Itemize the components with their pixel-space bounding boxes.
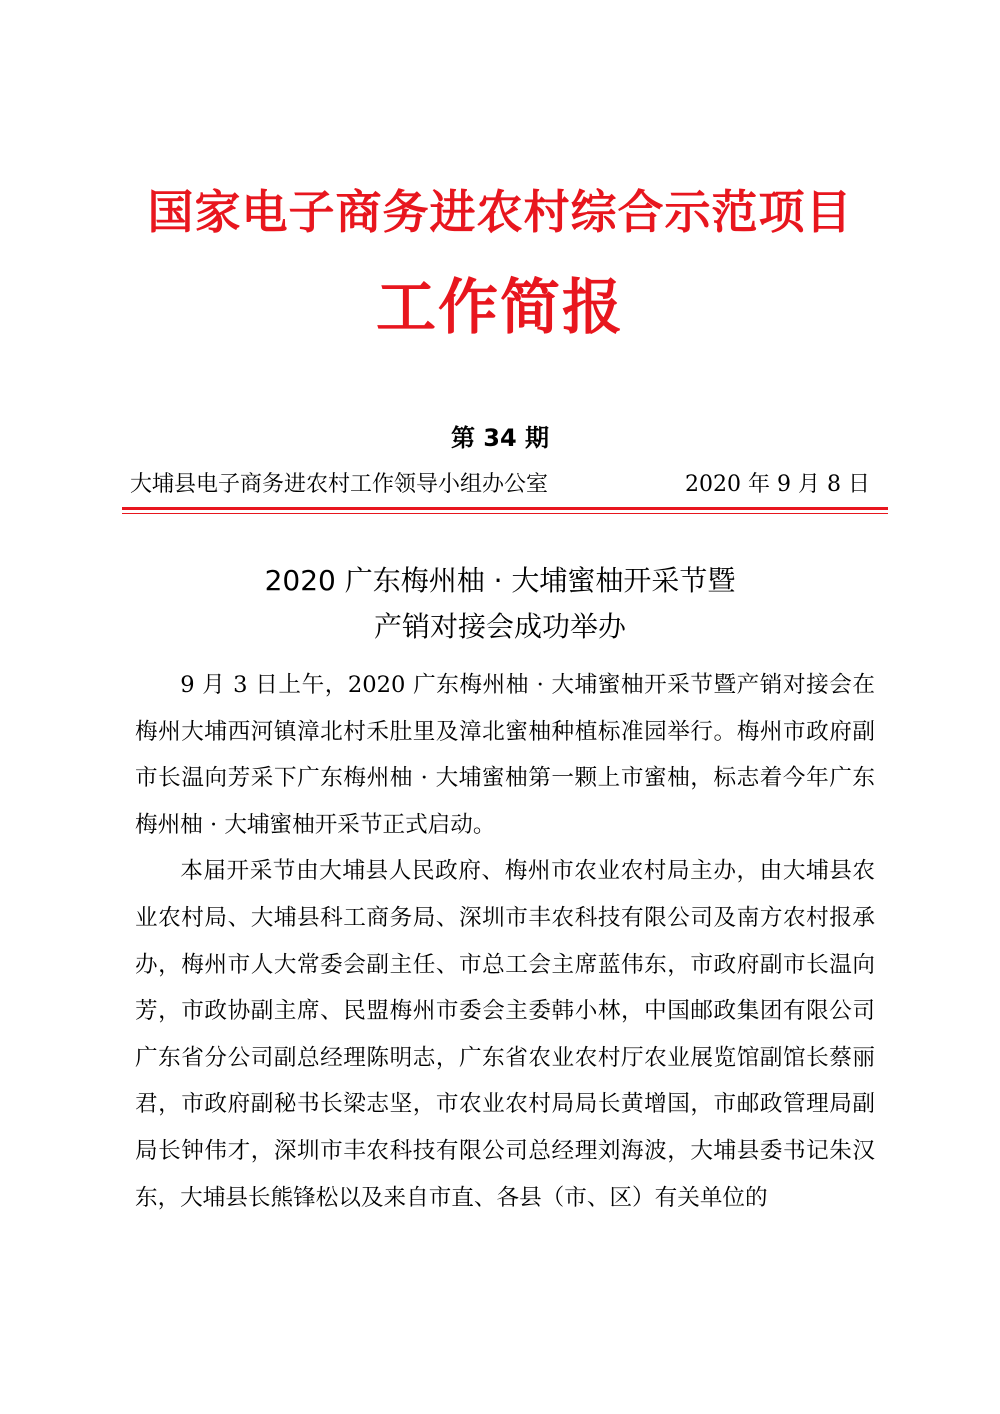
masthead-title: 国家电子商务进农村综合示范项目 — [147, 185, 853, 239]
article-title-line2: 产销对接会成功举办 — [373, 610, 626, 643]
issuer-line — [130, 468, 870, 502]
masthead-divider-thin — [122, 513, 888, 514]
issuer-office: 大埔县电子商务进农村工作领导小组办公室 — [130, 472, 549, 497]
issue-date: 2020 年 9 月 8 日 — [685, 472, 870, 497]
article-paragraph: 9 月 3 日上午，2020 广东梅州柚 · 大埔蜜柚开采节暨产销对接会在梅州大埔西河镇漳北村禾肚里及漳北蜜柚种植标准园举行。梅州市政府副市长温向芳采下广东梅州柚 · 大埔蜜柚第一颗上市蜜柚，标志着今年广东梅州柚 · 大埔蜜柚开采节正式启动。 — [135, 672, 875, 838]
article-paragraph: 本届开采节由大埔县人民政府、梅州市农业农村局主办，由大埔县农业农村局、大埔县科工商务局、深圳市丰农科技有限公司及南方农村报承办，梅州市人大常委会副主任、市总工会主席蓝伟东，市政府副市长温向芳，市政协副主席、民盟梅州市委会主委韩小林，中国邮政集团有限公司广东省分公司副总经理陈明志，广东省农业农村厅农业展览馆副馆长蔡丽君，市政府副秘书长梁志坚，市农业农村局局长黄增国，市邮政管理局副局长钟伟才，深圳市丰农科技有限公司总经理刘海波，大埔县委书记朱汉东，大埔县长熊锋松以及来自市直、各县（市、区）有关单位的 — [135, 858, 875, 1211]
article-body — [135, 662, 875, 1221]
article-title-line1: 2020 广东梅州柚 · 大埔蜜柚开采节暨 — [264, 564, 736, 597]
article-title — [0, 558, 1000, 650]
issue-number: 第 34 期 — [450, 424, 550, 452]
masthead-subtitle: 工作简报 — [376, 273, 624, 343]
masthead-divider-thick — [122, 507, 888, 510]
